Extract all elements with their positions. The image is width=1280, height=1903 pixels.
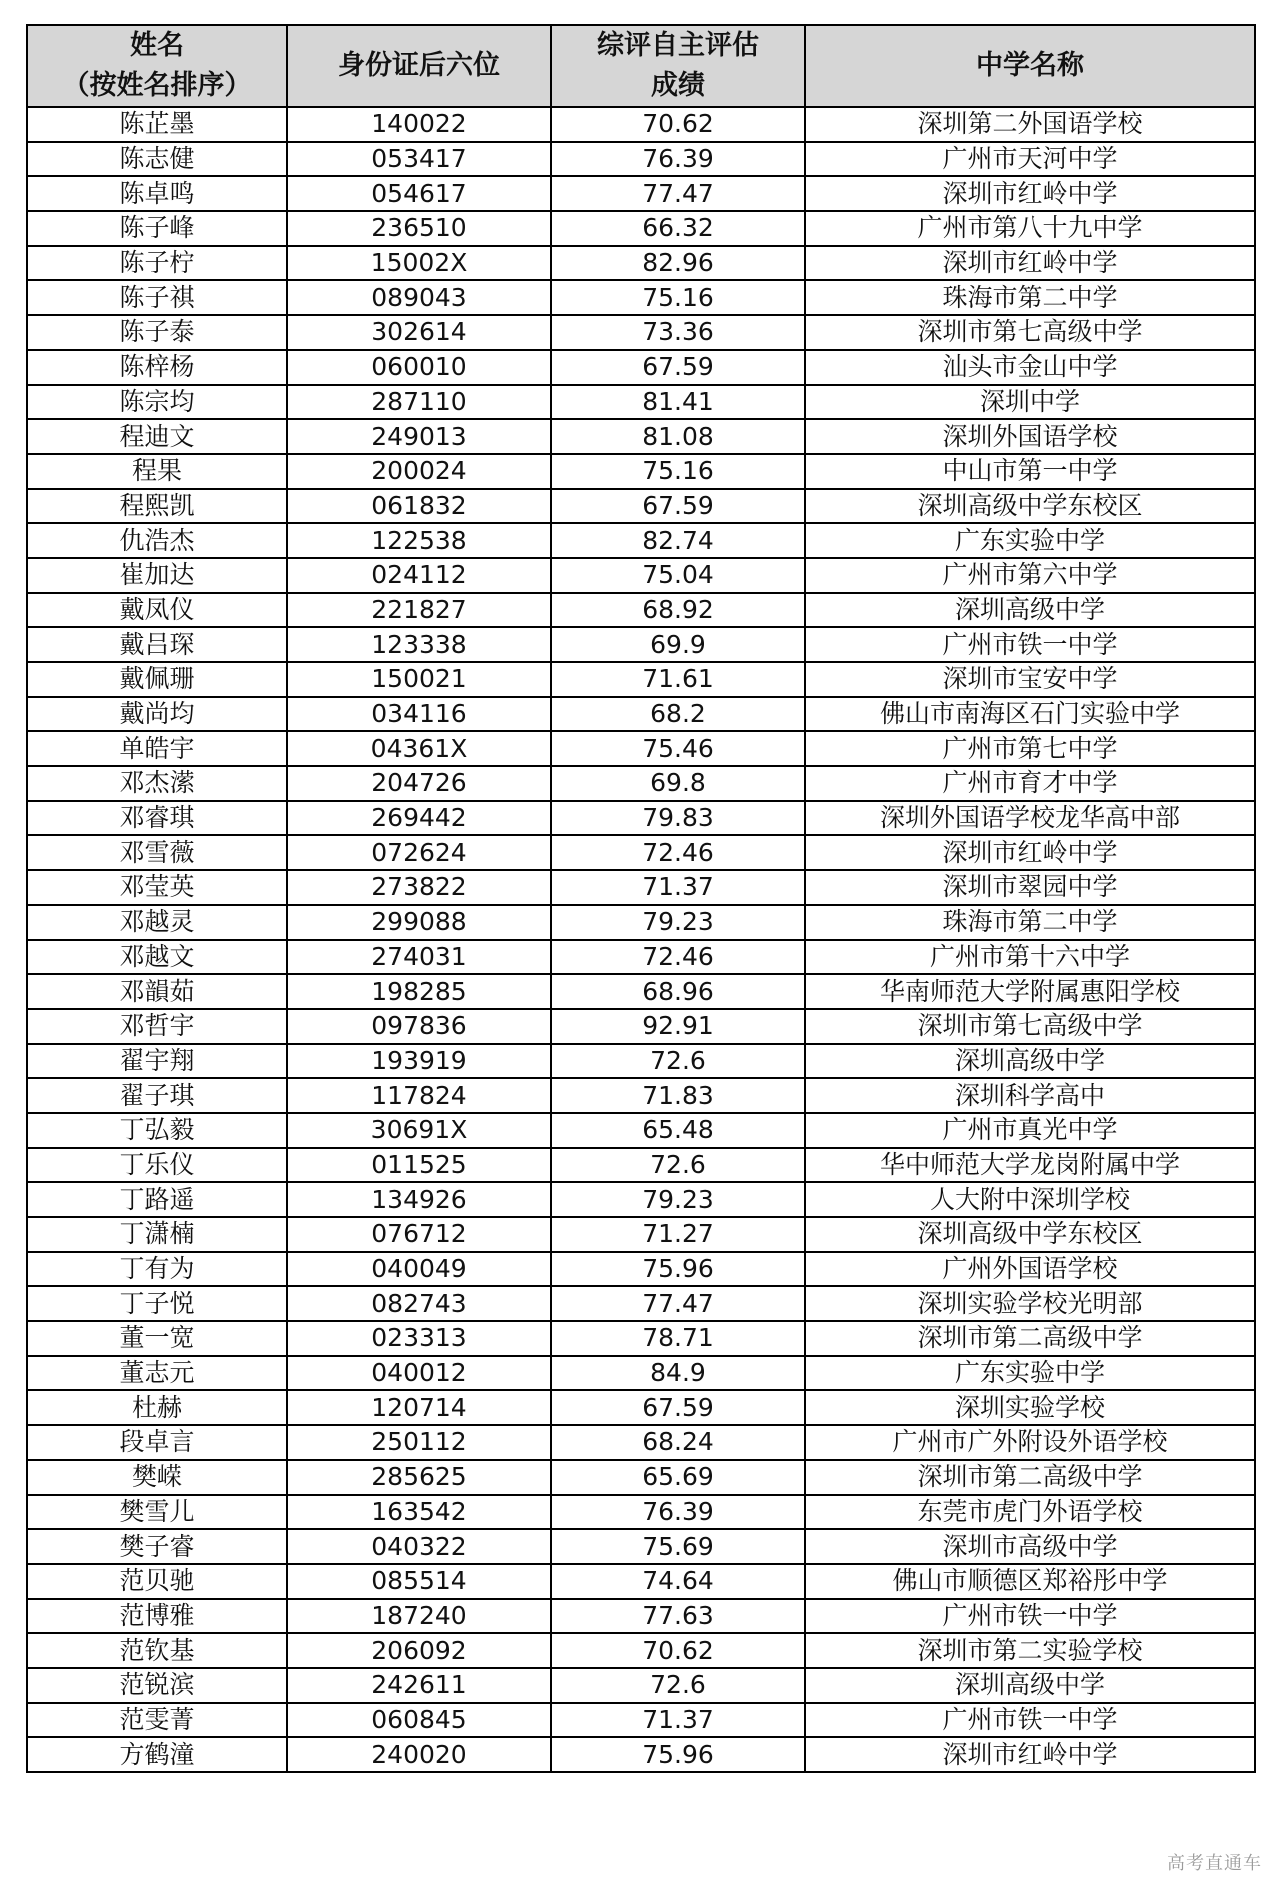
- cell-score: 72.6: [551, 1044, 805, 1079]
- table-row: [27, 558, 1255, 593]
- cell-school: 广东实验中学: [805, 1356, 1255, 1391]
- cell-id-last6: 04361X: [287, 731, 551, 766]
- cell-name: 方鹤潼: [27, 1737, 287, 1772]
- table-row: [27, 1703, 1255, 1738]
- cell-id-last6: 242611: [287, 1668, 551, 1703]
- cell-name: 单皓宇: [27, 731, 287, 766]
- table-row: [27, 1078, 1255, 1113]
- header-row: [27, 25, 1255, 107]
- cell-name: 陈子柠: [27, 246, 287, 281]
- cell-score: 71.37: [551, 1703, 805, 1738]
- cell-name: 樊嵘: [27, 1460, 287, 1495]
- table-row: [27, 593, 1255, 628]
- cell-name: 范雯菁: [27, 1703, 287, 1738]
- cell-id-last6: 140022: [287, 107, 551, 142]
- cell-score: 79.23: [551, 1182, 805, 1217]
- cell-name: 邓莹英: [27, 870, 287, 905]
- cell-id-last6: 076712: [287, 1217, 551, 1252]
- cell-score: 75.46: [551, 731, 805, 766]
- cell-school: 深圳市第二高级中学: [805, 1460, 1255, 1495]
- table-row: [27, 835, 1255, 870]
- cell-school: 东莞市虎门外语学校: [805, 1495, 1255, 1530]
- header-score-line1: 综评自主评估: [597, 30, 759, 61]
- table-row: [27, 1217, 1255, 1252]
- cell-name: 崔加达: [27, 558, 287, 593]
- header-school: [805, 25, 1255, 107]
- cell-score: 71.27: [551, 1217, 805, 1252]
- table-row: [27, 142, 1255, 177]
- table-row: [27, 1321, 1255, 1356]
- cell-school: 佛山市南海区石门实验中学: [805, 697, 1255, 732]
- cell-school: 深圳中学: [805, 385, 1255, 420]
- cell-score: 75.96: [551, 1737, 805, 1772]
- cell-id-last6: 30691X: [287, 1113, 551, 1148]
- cell-score: 65.48: [551, 1113, 805, 1148]
- cell-score: 66.32: [551, 211, 805, 246]
- cell-school: 深圳高级中学: [805, 1044, 1255, 1079]
- cell-score: 75.16: [551, 454, 805, 489]
- cell-score: 72.46: [551, 835, 805, 870]
- cell-school: 深圳市第二高级中学: [805, 1321, 1255, 1356]
- cell-score: 70.62: [551, 107, 805, 142]
- cell-name: 邓越文: [27, 940, 287, 975]
- cell-school: 深圳市翠园中学: [805, 870, 1255, 905]
- cell-id-last6: 193919: [287, 1044, 551, 1079]
- cell-name: 戴尚均: [27, 697, 287, 732]
- table-row: [27, 280, 1255, 315]
- cell-name: 邓哲宇: [27, 1009, 287, 1044]
- cell-score: 81.41: [551, 385, 805, 420]
- table-row: [27, 1286, 1255, 1321]
- header-name-line2: （按姓名排序）: [62, 70, 252, 101]
- cell-school: 广东实验中学: [805, 523, 1255, 558]
- cell-score: 73.36: [551, 315, 805, 350]
- cell-id-last6: 122538: [287, 523, 551, 558]
- cell-name: 陈志健: [27, 142, 287, 177]
- cell-name: 范贝驰: [27, 1564, 287, 1599]
- cell-score: 77.63: [551, 1599, 805, 1634]
- cell-id-last6: 134926: [287, 1182, 551, 1217]
- table-row: [27, 1113, 1255, 1148]
- cell-school: 深圳市宝安中学: [805, 662, 1255, 697]
- table-row: [27, 1148, 1255, 1183]
- table-row: [27, 523, 1255, 558]
- cell-name: 段卓言: [27, 1425, 287, 1460]
- cell-id-last6: 204726: [287, 766, 551, 801]
- cell-id-last6: 15002X: [287, 246, 551, 281]
- cell-score: 92.91: [551, 1009, 805, 1044]
- cell-school: 广州市真光中学: [805, 1113, 1255, 1148]
- table-row: [27, 870, 1255, 905]
- cell-name: 陈子祺: [27, 280, 287, 315]
- cell-id-last6: 250112: [287, 1425, 551, 1460]
- cell-id-last6: 302614: [287, 315, 551, 350]
- cell-school: 深圳市高级中学: [805, 1529, 1255, 1564]
- cell-school: 广州市广外附设外语学校: [805, 1425, 1255, 1460]
- cell-name: 陈子泰: [27, 315, 287, 350]
- table-row: [27, 107, 1255, 142]
- cell-score: 79.23: [551, 905, 805, 940]
- cell-name: 邓韻茹: [27, 974, 287, 1009]
- cell-school: 广州市第八十九中学: [805, 211, 1255, 246]
- cell-school: 深圳市红岭中学: [805, 246, 1255, 281]
- cell-score: 68.24: [551, 1425, 805, 1460]
- cell-name: 樊子睿: [27, 1529, 287, 1564]
- table-row: [27, 1633, 1255, 1668]
- cell-name: 程迪文: [27, 419, 287, 454]
- cell-school: 广州市第六中学: [805, 558, 1255, 593]
- cell-school: 深圳市第七高级中学: [805, 315, 1255, 350]
- table-row: [27, 1356, 1255, 1391]
- cell-score: 67.59: [551, 489, 805, 524]
- cell-school: 深圳外国语学校龙华高中部: [805, 801, 1255, 836]
- cell-name: 陈梓杨: [27, 350, 287, 385]
- cell-score: 69.8: [551, 766, 805, 801]
- cell-school: 华中师范大学龙岗附属中学: [805, 1148, 1255, 1183]
- cell-name: 樊雪儿: [27, 1495, 287, 1530]
- table-row: [27, 489, 1255, 524]
- cell-name: 陈子峰: [27, 211, 287, 246]
- cell-id-last6: 206092: [287, 1633, 551, 1668]
- cell-id-last6: 163542: [287, 1495, 551, 1530]
- cell-name: 范博雅: [27, 1599, 287, 1634]
- cell-school: 广州市铁一中学: [805, 1599, 1255, 1634]
- table-header: [27, 25, 1255, 107]
- table-row: [27, 1460, 1255, 1495]
- cell-school: 深圳高级中学东校区: [805, 1217, 1255, 1252]
- cell-id-last6: 198285: [287, 974, 551, 1009]
- cell-score: 82.74: [551, 523, 805, 558]
- cell-name: 邓睿琪: [27, 801, 287, 836]
- table-row: [27, 1390, 1255, 1425]
- cell-score: 76.39: [551, 1495, 805, 1530]
- cell-score: 74.64: [551, 1564, 805, 1599]
- table-row: [27, 1182, 1255, 1217]
- cell-name: 程熙凯: [27, 489, 287, 524]
- cell-school: 人大附中深圳学校: [805, 1182, 1255, 1217]
- cell-school: 深圳实验学校: [805, 1390, 1255, 1425]
- cell-id-last6: 060010: [287, 350, 551, 385]
- cell-id-last6: 273822: [287, 870, 551, 905]
- header-name-line1: 姓名: [130, 30, 184, 61]
- cell-school: 广州市铁一中学: [805, 627, 1255, 662]
- cell-name: 仇浩杰: [27, 523, 287, 558]
- cell-score: 84.9: [551, 1356, 805, 1391]
- cell-school: 广州市天河中学: [805, 142, 1255, 177]
- table-row: [27, 246, 1255, 281]
- cell-id-last6: 200024: [287, 454, 551, 489]
- header-id-line1: 身份证后六位: [338, 50, 500, 81]
- cell-id-last6: 287110: [287, 385, 551, 420]
- cell-id-last6: 221827: [287, 593, 551, 628]
- cell-score: 71.37: [551, 870, 805, 905]
- table-row: [27, 454, 1255, 489]
- table-row: [27, 940, 1255, 975]
- cell-score: 67.59: [551, 350, 805, 385]
- cell-name: 戴佩珊: [27, 662, 287, 697]
- table-row: [27, 1529, 1255, 1564]
- table-row: [27, 1737, 1255, 1772]
- cell-score: 78.71: [551, 1321, 805, 1356]
- cell-score: 71.61: [551, 662, 805, 697]
- cell-id-last6: 123338: [287, 627, 551, 662]
- cell-school: 深圳市红岭中学: [805, 176, 1255, 211]
- cell-id-last6: 097836: [287, 1009, 551, 1044]
- header-name: [27, 25, 287, 107]
- cell-school: 广州市铁一中学: [805, 1703, 1255, 1738]
- cell-school: 深圳科学高中: [805, 1078, 1255, 1113]
- cell-school: 广州市第十六中学: [805, 940, 1255, 975]
- cell-score: 77.47: [551, 1286, 805, 1321]
- cell-school: 广州市育才中学: [805, 766, 1255, 801]
- cell-school: 深圳市红岭中学: [805, 835, 1255, 870]
- table-row: [27, 1044, 1255, 1079]
- cell-id-last6: 072624: [287, 835, 551, 870]
- cell-school: 深圳外国语学校: [805, 419, 1255, 454]
- cell-id-last6: 061832: [287, 489, 551, 524]
- cell-school: 深圳市第七高级中学: [805, 1009, 1255, 1044]
- cell-id-last6: 011525: [287, 1148, 551, 1183]
- cell-name: 陈宗均: [27, 385, 287, 420]
- table-row: [27, 801, 1255, 836]
- cell-id-last6: 240020: [287, 1737, 551, 1772]
- cell-score: 67.59: [551, 1390, 805, 1425]
- cell-school: 深圳市红岭中学: [805, 1737, 1255, 1772]
- cell-school: 佛山市顺德区郑裕彤中学: [805, 1564, 1255, 1599]
- cell-school: 广州外国语学校: [805, 1252, 1255, 1287]
- cell-school: 深圳高级中学: [805, 1668, 1255, 1703]
- cell-id-last6: 089043: [287, 280, 551, 315]
- cell-name: 杜赫: [27, 1390, 287, 1425]
- cell-score: 72.6: [551, 1668, 805, 1703]
- cell-school: 中山市第一中学: [805, 454, 1255, 489]
- header-school-line1: 中学名称: [976, 50, 1084, 81]
- table-row: [27, 385, 1255, 420]
- cell-school: 深圳高级中学东校区: [805, 489, 1255, 524]
- cell-id-last6: 054617: [287, 176, 551, 211]
- score-table-container: [26, 24, 1254, 1773]
- cell-name: 范锐滨: [27, 1668, 287, 1703]
- table-row: [27, 1425, 1255, 1460]
- cell-id-last6: 060845: [287, 1703, 551, 1738]
- table-row: [27, 1252, 1255, 1287]
- table-row: [27, 766, 1255, 801]
- cell-score: 65.69: [551, 1460, 805, 1495]
- table-row: [27, 1009, 1255, 1044]
- cell-id-last6: 274031: [287, 940, 551, 975]
- cell-score: 75.69: [551, 1529, 805, 1564]
- cell-id-last6: 150021: [287, 662, 551, 697]
- cell-score: 75.96: [551, 1252, 805, 1287]
- cell-id-last6: 285625: [287, 1460, 551, 1495]
- cell-name: 戴吕琛: [27, 627, 287, 662]
- cell-name: 丁潇楠: [27, 1217, 287, 1252]
- cell-name: 陈卓鸣: [27, 176, 287, 211]
- table-row: [27, 315, 1255, 350]
- table-row: [27, 627, 1255, 662]
- cell-school: 华南师范大学附属惠阳学校: [805, 974, 1255, 1009]
- cell-name: 邓雪薇: [27, 835, 287, 870]
- watermark-text: 高考直通车: [1167, 1853, 1262, 1874]
- table-row: [27, 419, 1255, 454]
- table-row: [27, 1564, 1255, 1599]
- header-score: [551, 25, 805, 107]
- cell-school: 广州市第七中学: [805, 731, 1255, 766]
- cell-id-last6: 269442: [287, 801, 551, 836]
- cell-id-last6: 299088: [287, 905, 551, 940]
- cell-score: 72.46: [551, 940, 805, 975]
- cell-score: 70.62: [551, 1633, 805, 1668]
- cell-school: 珠海市第二中学: [805, 905, 1255, 940]
- table-row: [27, 905, 1255, 940]
- table-row: [27, 211, 1255, 246]
- cell-id-last6: 085514: [287, 1564, 551, 1599]
- cell-name: 邓杰潆: [27, 766, 287, 801]
- cell-id-last6: 040322: [287, 1529, 551, 1564]
- cell-school: 深圳实验学校光明部: [805, 1286, 1255, 1321]
- table-row: [27, 1599, 1255, 1634]
- table-body: [27, 107, 1255, 1772]
- cell-id-last6: 187240: [287, 1599, 551, 1634]
- header-id-last6: [287, 25, 551, 107]
- cell-name: 翟子琪: [27, 1078, 287, 1113]
- cell-score: 68.2: [551, 697, 805, 732]
- cell-id-last6: 034116: [287, 697, 551, 732]
- cell-score: 75.04: [551, 558, 805, 593]
- table-row: [27, 974, 1255, 1009]
- cell-name: 丁乐仪: [27, 1148, 287, 1183]
- table-row: [27, 176, 1255, 211]
- cell-school: 深圳高级中学: [805, 593, 1255, 628]
- cell-name: 丁子悦: [27, 1286, 287, 1321]
- cell-name: 董志元: [27, 1356, 287, 1391]
- cell-id-last6: 120714: [287, 1390, 551, 1425]
- cell-score: 71.83: [551, 1078, 805, 1113]
- score-table: [26, 24, 1256, 1773]
- cell-name: 翟宇翔: [27, 1044, 287, 1079]
- cell-score: 77.47: [551, 176, 805, 211]
- cell-id-last6: 053417: [287, 142, 551, 177]
- cell-id-last6: 023313: [287, 1321, 551, 1356]
- cell-score: 79.83: [551, 801, 805, 836]
- cell-name: 邓越灵: [27, 905, 287, 940]
- cell-name: 戴凤仪: [27, 593, 287, 628]
- table-row: [27, 697, 1255, 732]
- cell-name: 程果: [27, 454, 287, 489]
- cell-name: 丁路遥: [27, 1182, 287, 1217]
- cell-id-last6: 236510: [287, 211, 551, 246]
- header-score-line2: 成绩: [651, 70, 705, 101]
- cell-school: 深圳市第二实验学校: [805, 1633, 1255, 1668]
- table-row: [27, 731, 1255, 766]
- cell-name: 丁有为: [27, 1252, 287, 1287]
- cell-id-last6: 249013: [287, 419, 551, 454]
- cell-score: 72.6: [551, 1148, 805, 1183]
- table-row: [27, 662, 1255, 697]
- cell-score: 81.08: [551, 419, 805, 454]
- cell-score: 82.96: [551, 246, 805, 281]
- cell-score: 75.16: [551, 280, 805, 315]
- cell-name: 董一宽: [27, 1321, 287, 1356]
- cell-id-last6: 117824: [287, 1078, 551, 1113]
- cell-score: 76.39: [551, 142, 805, 177]
- cell-id-last6: 082743: [287, 1286, 551, 1321]
- cell-name: 陈芷墨: [27, 107, 287, 142]
- table-row: [27, 350, 1255, 385]
- cell-score: 68.96: [551, 974, 805, 1009]
- table-row: [27, 1495, 1255, 1530]
- cell-id-last6: 024112: [287, 558, 551, 593]
- table-row: [27, 1668, 1255, 1703]
- cell-name: 丁弘毅: [27, 1113, 287, 1148]
- cell-name: 范钦基: [27, 1633, 287, 1668]
- cell-school: 汕头市金山中学: [805, 350, 1255, 385]
- cell-score: 69.9: [551, 627, 805, 662]
- cell-school: 珠海市第二中学: [805, 280, 1255, 315]
- cell-score: 68.92: [551, 593, 805, 628]
- cell-school: 深圳第二外国语学校: [805, 107, 1255, 142]
- cell-id-last6: 040049: [287, 1252, 551, 1287]
- cell-id-last6: 040012: [287, 1356, 551, 1391]
